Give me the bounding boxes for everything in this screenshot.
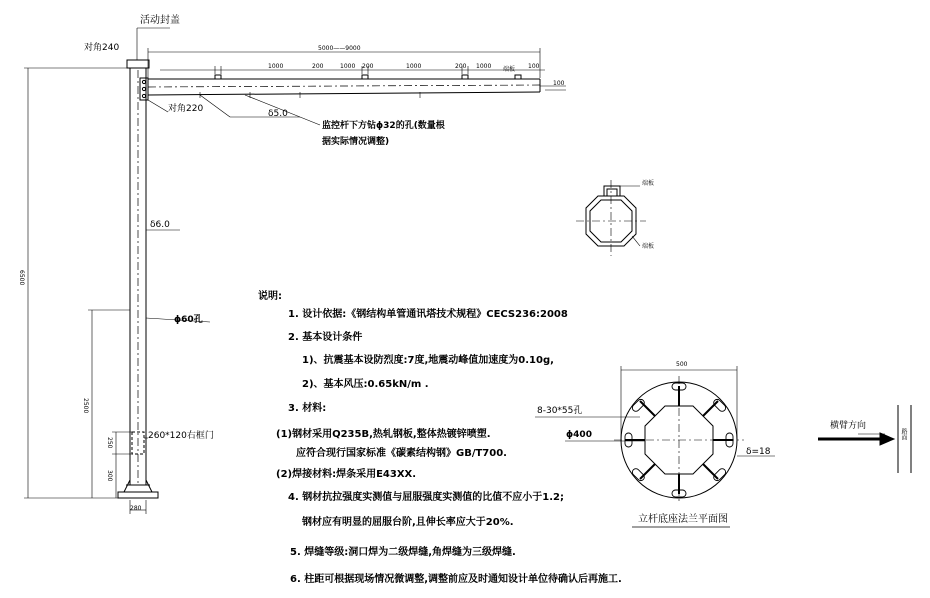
arm-thickness-label: δ5.0: [268, 109, 288, 119]
arm-thk-leader: [200, 95, 230, 117]
arm-bracket: [462, 75, 468, 79]
note-item: (1)钢材采用Q235B,热轧钢板,整体热镀锌喷塑.: [276, 429, 491, 440]
note-item: 5. 焊缝等级:洞口焊为二级焊缝,角焊缝为三级焊缝.: [290, 547, 516, 558]
corner-arm-label: 对角220: [168, 104, 204, 114]
flange-bolt: [142, 80, 145, 83]
seg-label: 200: [455, 63, 467, 70]
direction-indicator: [818, 405, 911, 473]
arm-end-dim-label: 100: [553, 80, 565, 87]
note-item: 1)、抗震基本设防烈度:7度,地震动峰值加速度为0.10g,: [302, 355, 554, 366]
section-label-side: 端板: [642, 243, 655, 250]
arm-span-label: 5000——9000: [318, 45, 361, 52]
note-item: 4. 钢材抗拉强度实测值与屈服强度实测值的比值不应小于1.2;: [288, 492, 564, 503]
direction-label: 横臂方向: [830, 421, 867, 431]
base-width-label: 280: [130, 505, 142, 512]
arm-centerline: [148, 85, 540, 87]
hole-note-line1: 监控杆下方钻ϕ32的孔(数量根: [322, 121, 445, 131]
seg-label: 100: [528, 63, 540, 70]
arm-bracket: [362, 75, 368, 79]
flange-caption: 立杆底座法兰平面图: [638, 514, 728, 525]
door-dim-label: 250: [106, 437, 113, 449]
seg-label: 200: [362, 63, 374, 70]
notes-title: 说明:: [258, 291, 282, 302]
flange-width-label: 500: [676, 361, 688, 368]
arm-flange: [140, 78, 148, 100]
road-label: 路面: [900, 428, 907, 440]
note-item: 3. 材料:: [288, 403, 327, 414]
height-door-label: 2500: [82, 398, 89, 414]
flange-plan: [535, 366, 775, 527]
pole-hole-label: ϕ60孔: [174, 315, 203, 325]
note-item: 1. 设计依据:《钢结构单管通讯塔技术规程》CECS236:2008: [288, 309, 568, 320]
flange-bolt: [142, 87, 145, 90]
hole-note-line2: 据实际情况调整): [322, 137, 390, 147]
arm-end-label: 端板: [503, 66, 516, 73]
seg-label: 1000: [340, 63, 356, 70]
arm-bottom-edge: [148, 92, 540, 95]
flange-dia-label: ϕ400: [566, 430, 592, 440]
direction-arrow-icon: [880, 433, 894, 445]
seg-label: 1000: [476, 63, 492, 70]
pole-section-view: [576, 180, 646, 256]
dimension-lines: [24, 28, 545, 514]
base-plate: [118, 492, 158, 498]
height-total-label: 6500: [18, 270, 25, 286]
note-item: 2. 基本设计条件: [288, 332, 363, 343]
flange-holes-label: 8-30*55孔: [537, 406, 583, 416]
pole-thickness-label: δ6.0: [150, 220, 170, 230]
note-item: 2)、基本风压:0.65kN/m .: [302, 379, 429, 390]
top-cap-label: 活动封盖: [140, 15, 180, 26]
note-item: (2)焊接材料:焊条采用E43XX.: [276, 469, 417, 480]
door-label: 260*120右框门: [148, 431, 214, 441]
corner-top-label: 对角240: [84, 43, 120, 53]
flange-thickness-label: δ=18: [746, 447, 771, 457]
corner-leader: [148, 100, 168, 112]
section-leader: [632, 236, 640, 246]
arm-bracket: [215, 75, 221, 79]
seg-label: 200: [312, 63, 324, 70]
section-label-top: 端板: [642, 180, 655, 187]
seg-label: 1000: [406, 63, 422, 70]
note-item: 6. 柱距可根据现场情况微调整,调整前应及时通知设计单位待确认后再施工.: [290, 574, 622, 585]
top-cap-plate: [127, 60, 149, 68]
note-item: 应符合现行国家标准《碳素结构钢》GB/T700.: [296, 448, 507, 459]
section-bracket-inner: [607, 189, 617, 196]
door-dim-label: 300: [106, 470, 113, 482]
arm-bracket: [515, 75, 521, 79]
note-item: 钢材应有明显的屈服台阶,且伸长率应大于20%.: [302, 517, 514, 528]
section-bracket: [604, 186, 620, 196]
seg-label: 1000: [268, 63, 284, 70]
flange-bolt: [142, 94, 145, 97]
